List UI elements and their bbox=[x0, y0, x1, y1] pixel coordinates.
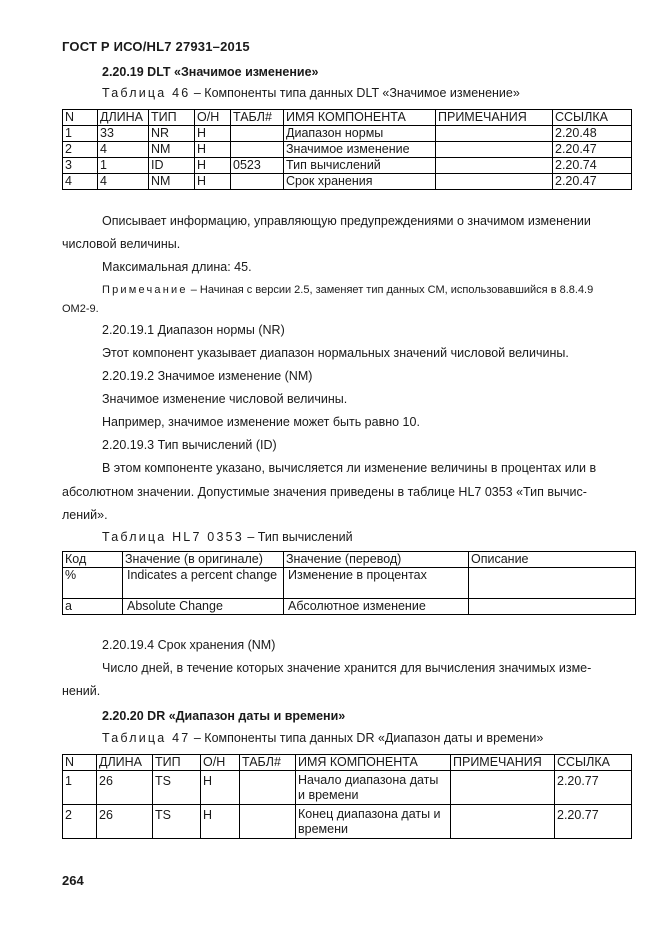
table-cell: 33 bbox=[98, 126, 149, 142]
table-47-caption bbox=[102, 731, 543, 745]
note-line2: OM2-9. bbox=[62, 303, 99, 315]
table-cell: 0523 bbox=[231, 158, 284, 174]
table-cell: Срок хранения bbox=[284, 174, 436, 190]
column-header: ДЛИНА bbox=[97, 755, 153, 771]
note-label: Примечание bbox=[102, 284, 188, 296]
table-cell bbox=[231, 126, 284, 142]
table-cell bbox=[451, 805, 555, 839]
table-cell: Тип вычислений bbox=[284, 158, 436, 174]
table-cell: Конец диапазона даты и времени bbox=[296, 805, 451, 839]
table-cell: TS bbox=[153, 805, 201, 839]
table-cell bbox=[436, 158, 553, 174]
table-cell: 2 bbox=[63, 805, 97, 839]
column-header: N bbox=[63, 755, 97, 771]
subsection-heading-id: 2.20.19.3 Тип вычислений (ID) bbox=[102, 438, 277, 452]
section-heading-dlt: 2.20.19 DLT «Значимое изменение» bbox=[102, 65, 319, 79]
page-number: 264 bbox=[62, 873, 84, 888]
table-cell: Н bbox=[195, 158, 231, 174]
table-row bbox=[63, 158, 632, 174]
column-header: ИМЯ КОМПОНЕНТА bbox=[296, 755, 451, 771]
table-0353-caption bbox=[102, 530, 353, 544]
column-header: ТИП bbox=[153, 755, 201, 771]
table-cell: TS bbox=[153, 771, 201, 805]
paragraph-nr: Этот компонент указывает диапазон нормальных значений числовой величины. bbox=[102, 346, 569, 360]
table-cell: 2.20.77 bbox=[555, 805, 632, 839]
paragraph-id-line2: абсолютном значении. Допустимые значения приведены в таблице HL7 0353 «Тип вычис- bbox=[62, 485, 587, 499]
table-0353-label: Таблица HL7 0353 bbox=[102, 530, 244, 544]
table-cell: 2.20.48 bbox=[553, 126, 632, 142]
column-header: ИМЯ КОМПОНЕНТА bbox=[284, 110, 436, 126]
table-cell: 4 bbox=[63, 174, 98, 190]
table-cell: 1 bbox=[98, 158, 149, 174]
column-header: ТАБЛ# bbox=[231, 110, 284, 126]
table-cell bbox=[240, 805, 296, 839]
table-cell: 2 bbox=[63, 142, 98, 158]
table-cell bbox=[469, 599, 636, 615]
column-header: ТАБЛ# bbox=[240, 755, 296, 771]
table-row bbox=[63, 568, 636, 599]
column-header: ПРИМЕЧАНИЯ bbox=[436, 110, 553, 126]
paragraph-nm: Значимое изменение числовой величины. bbox=[102, 392, 348, 406]
table-cell: Значимое изменение bbox=[284, 142, 436, 158]
table-46 bbox=[62, 109, 632, 190]
table-cell bbox=[436, 174, 553, 190]
paragraph-description-line2: числовой величины. bbox=[62, 237, 181, 251]
table-cell: 4 bbox=[98, 142, 149, 158]
table-cell: Н bbox=[195, 174, 231, 190]
table-cell bbox=[231, 174, 284, 190]
paragraph-retention-line1: Число дней, в течение которых значение хранится для вычисления значимых изме- bbox=[102, 661, 592, 675]
table-cell: 26 bbox=[97, 805, 153, 839]
table-47 bbox=[62, 754, 632, 839]
table-cell bbox=[469, 568, 636, 599]
note-line1 bbox=[102, 284, 593, 296]
column-header: Описание bbox=[469, 552, 636, 568]
column-header: Значение (перевод) bbox=[284, 552, 469, 568]
table-cell bbox=[240, 771, 296, 805]
table-cell bbox=[451, 771, 555, 805]
table-cell: 2.20.77 bbox=[555, 771, 632, 805]
paragraph-max-length: Максимальная длина: 45. bbox=[102, 260, 252, 274]
table-cell bbox=[231, 142, 284, 158]
table-cell: NM bbox=[149, 142, 195, 158]
column-header: О/Н bbox=[195, 110, 231, 126]
table-cell: 2.20.47 bbox=[553, 174, 632, 190]
table-row bbox=[63, 599, 636, 615]
table-cell: Absolute Change bbox=[123, 599, 284, 615]
column-header: ССЫЛКА bbox=[553, 110, 632, 126]
table-cell: Н bbox=[201, 771, 240, 805]
table-row bbox=[63, 771, 632, 805]
paragraph-example: Например, значимое изменение может быть равно 10. bbox=[102, 415, 420, 429]
table-header-row bbox=[63, 110, 632, 126]
table-cell bbox=[436, 126, 553, 142]
table-cell: 3 bbox=[63, 158, 98, 174]
table-row bbox=[63, 805, 632, 839]
document-header: ГОСТ Р ИСО/HL7 27931–2015 bbox=[62, 39, 250, 54]
table-hl7-0353 bbox=[62, 551, 636, 615]
table-cell: NM bbox=[149, 174, 195, 190]
column-header: Значение (в оригинале) bbox=[123, 552, 284, 568]
table-cell: 26 bbox=[97, 771, 153, 805]
column-header: ТИП bbox=[149, 110, 195, 126]
paragraph-id-line3: лений». bbox=[62, 508, 108, 522]
paragraph-id-line1: В этом компоненте указано, вычисляется ли изменение величины в процентах или в bbox=[102, 461, 597, 475]
table-46-caption bbox=[102, 86, 520, 100]
column-header: N bbox=[63, 110, 98, 126]
table-cell: Изменение в процентах bbox=[284, 568, 469, 599]
column-header: Код bbox=[63, 552, 123, 568]
paragraph-description-line1: Описывает информацию, управляющую предупреждениями о значимом изменении bbox=[102, 214, 591, 228]
table-cell: a bbox=[63, 599, 123, 615]
table-cell: Абсолютное изменение bbox=[284, 599, 469, 615]
table-cell: Н bbox=[195, 126, 231, 142]
table-cell: % bbox=[63, 568, 123, 599]
table-row bbox=[63, 126, 632, 142]
section-heading-dr: 2.20.20 DR «Диапазон даты и времени» bbox=[102, 709, 346, 723]
table-46-label: Таблица 46 bbox=[102, 86, 191, 100]
table-cell: 2.20.47 bbox=[553, 142, 632, 158]
table-cell: NR bbox=[149, 126, 195, 142]
subsection-heading-retention: 2.20.19.4 Срок хранения (NM) bbox=[102, 638, 276, 652]
table-cell: Н bbox=[195, 142, 231, 158]
table-46-title: – Компоненты типа данных DLT «Значимое изменение» bbox=[190, 86, 520, 100]
subsection-heading-nm: 2.20.19.2 Значимое изменение (NM) bbox=[102, 369, 313, 383]
table-cell: 4 bbox=[98, 174, 149, 190]
table-header-row bbox=[63, 552, 636, 568]
table-cell: 1 bbox=[63, 126, 98, 142]
table-header-row bbox=[63, 755, 632, 771]
table-cell bbox=[436, 142, 553, 158]
note-text: – Начиная с версии 2.5, заменяет тип данных СМ, использовавшийся в 8.8.4.9 bbox=[187, 284, 594, 296]
column-header: ССЫЛКА bbox=[555, 755, 632, 771]
table-row bbox=[63, 174, 632, 190]
table-47-label: Таблица 47 bbox=[102, 731, 191, 745]
table-row bbox=[63, 142, 632, 158]
table-cell: 1 bbox=[63, 771, 97, 805]
table-cell: 2.20.74 bbox=[553, 158, 632, 174]
table-cell: Начало диапазона даты и времени bbox=[296, 771, 451, 805]
column-header: ПРИМЕЧАНИЯ bbox=[451, 755, 555, 771]
table-cell: Indicates a percent change bbox=[123, 568, 284, 599]
column-header: ДЛИНА bbox=[98, 110, 149, 126]
subsection-heading-nr: 2.20.19.1 Диапазон нормы (NR) bbox=[102, 323, 285, 337]
table-cell: ID bbox=[149, 158, 195, 174]
column-header: О/Н bbox=[201, 755, 240, 771]
table-0353-title: – Тип вычислений bbox=[243, 530, 353, 544]
table-47-title: – Компоненты типа данных DR «Диапазон даты и времени» bbox=[190, 731, 544, 745]
table-cell: Диапазон нормы bbox=[284, 126, 436, 142]
paragraph-retention-line2: нений. bbox=[62, 684, 101, 698]
table-cell: Н bbox=[201, 805, 240, 839]
